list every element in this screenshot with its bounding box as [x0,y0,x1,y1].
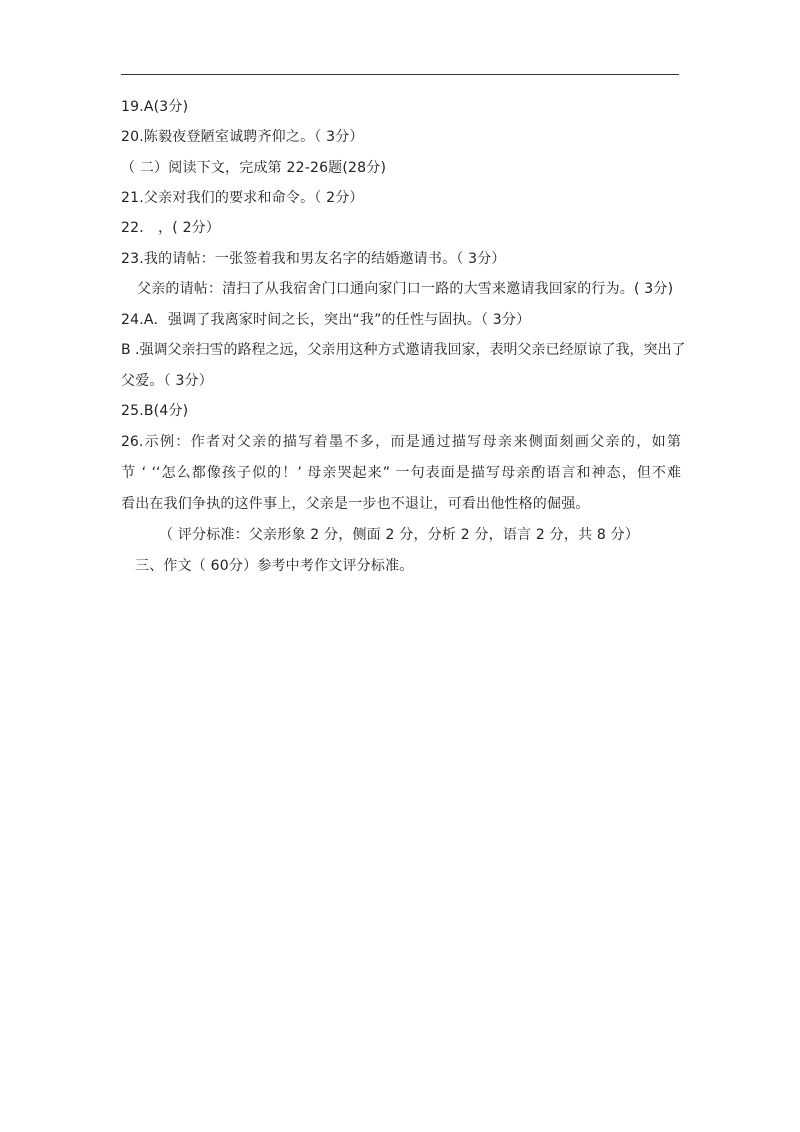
answer-line-26-continued-2: 看出在我们争执的这件事上，父亲是一步也不退让，可看出他性格的倔强。 [121,496,590,512]
scoring-standard: （ 评分标准：父亲形象 2 分，侧面 2 分，分析 2 分，语言 2 分，共 8 分） [159,527,640,543]
answer-line-19: 19.A(3分) [121,99,189,115]
answer-line-22: 22． ，( 2分） [121,220,221,236]
answer-line-23: 23.我的请帖：一张签着我和男友名字的结婚邀请书。（ 3分） [121,251,506,267]
answer-line-23-father-invitation: 父亲的请帖：清扫了从我宿舍门口通向家门口一路的大雪来邀请我回家的行为。( 3分) [137,281,674,297]
answer-line-24b: B .强调父亲扫雪的路程之远，父亲用这种方式邀请我回家，表明父亲已经原谅了我，突出了 [121,342,686,358]
answer-line-26-continued-1: 节 ‘ ‘‘怎么都像孩子似的！’ 母亲哭起来” 一句表面是描写母亲酌语言和神态，但不难 [121,465,681,481]
answer-line-24b-continued: 父爱。（ 3分） [121,373,213,389]
answer-line-21: 21.父亲对我们的要求和命令。（ 2分） [121,190,364,206]
answer-line-25: 25.B(4分) [121,403,189,419]
section-heading-composition: 三、作文（ 60分）参考中考作文评分标准。 [135,558,414,574]
answer-line-26: 26.示例：作者对父亲的描写着墨不多，而是通过描写母亲来侧面刻画父亲的，如第 [121,434,681,450]
top-rule [121,74,679,75]
answer-line-20: 20.陈毅夜登陋室诚聘齐仰之。（ 3分） [121,129,364,145]
answer-line-24a: 24.A．强调了我离家时间之长，突出“我”的任性与固执。（ 3分） [121,312,531,328]
section-heading-reading: （ 二）阅读下文，完成第 22-26题(28分) [121,160,387,176]
